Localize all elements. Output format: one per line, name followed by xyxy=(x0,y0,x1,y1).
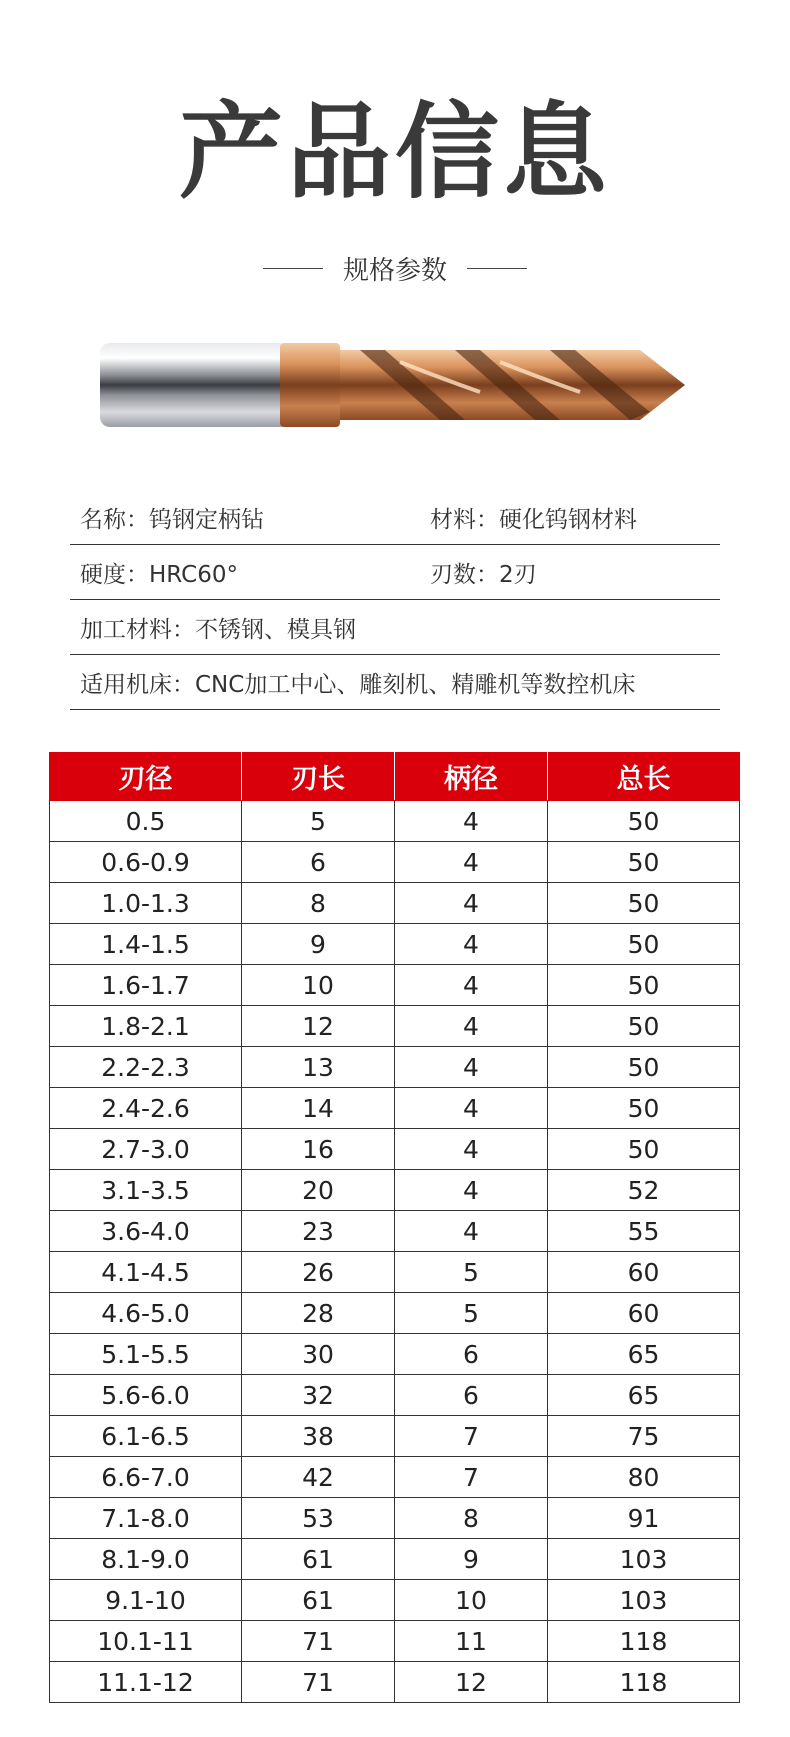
table-row xyxy=(50,1375,740,1416)
cell-shank-diameter: 10 xyxy=(395,1580,548,1621)
cell-blade-length: 30 xyxy=(242,1334,395,1375)
cell-total-length: 55 xyxy=(548,1211,740,1252)
cell-blade-diameter: 3.1-3.5 xyxy=(50,1170,242,1211)
cell-shank-diameter: 4 xyxy=(395,842,548,883)
table-row xyxy=(50,1457,740,1498)
header-blade-diameter: 刃径 xyxy=(50,753,242,801)
cell-blade-diameter: 2.2-2.3 xyxy=(50,1047,242,1088)
cell-blade-diameter: 4.6-5.0 xyxy=(50,1293,242,1334)
table-row xyxy=(50,1293,740,1334)
cell-shank-diameter: 12 xyxy=(395,1662,548,1703)
table-row xyxy=(50,1416,740,1457)
cell-blade-length: 71 xyxy=(242,1662,395,1703)
cell-blade-length: 12 xyxy=(242,1006,395,1047)
table-row xyxy=(50,1047,740,1088)
header-blade-length: 刃长 xyxy=(242,753,395,801)
cell-blade-diameter: 0.6-0.9 xyxy=(50,842,242,883)
cell-total-length: 75 xyxy=(548,1416,740,1457)
table-row xyxy=(50,1006,740,1047)
cell-blade-length: 61 xyxy=(242,1539,395,1580)
cell-shank-diameter: 7 xyxy=(395,1416,548,1457)
cell-shank-diameter: 5 xyxy=(395,1293,548,1334)
cell-blade-length: 53 xyxy=(242,1498,395,1539)
cell-shank-diameter: 4 xyxy=(395,1047,548,1088)
cell-blade-diameter: 9.1-10 xyxy=(50,1580,242,1621)
cell-total-length: 118 xyxy=(548,1662,740,1703)
cell-blade-diameter: 10.1-11 xyxy=(50,1621,242,1662)
cell-shank-diameter: 11 xyxy=(395,1621,548,1662)
cell-total-length: 65 xyxy=(548,1334,740,1375)
cell-blade-diameter: 4.1-4.5 xyxy=(50,1252,242,1293)
cell-shank-diameter: 8 xyxy=(395,1498,548,1539)
cell-blade-diameter: 3.6-4.0 xyxy=(50,1211,242,1252)
cell-total-length: 103 xyxy=(548,1580,740,1621)
cell-shank-diameter: 6 xyxy=(395,1334,548,1375)
cell-blade-length: 26 xyxy=(242,1252,395,1293)
cell-total-length: 50 xyxy=(548,924,740,965)
table-row xyxy=(50,1662,740,1703)
cell-shank-diameter: 7 xyxy=(395,1457,548,1498)
cell-total-length: 118 xyxy=(548,1621,740,1662)
table-row xyxy=(50,1498,740,1539)
cell-total-length: 52 xyxy=(548,1170,740,1211)
cell-blade-diameter: 6.1-6.5 xyxy=(50,1416,242,1457)
cell-shank-diameter: 4 xyxy=(395,965,548,1006)
table-row xyxy=(50,801,740,842)
info-row xyxy=(70,545,720,600)
cell-total-length: 80 xyxy=(548,1457,740,1498)
drill-shank xyxy=(100,343,290,427)
cell-blade-length: 71 xyxy=(242,1621,395,1662)
cell-blade-length: 5 xyxy=(242,801,395,842)
divider-right xyxy=(467,268,527,269)
cell-total-length: 50 xyxy=(548,965,740,1006)
cell-blade-length: 10 xyxy=(242,965,395,1006)
cell-blade-length: 9 xyxy=(242,924,395,965)
table-body xyxy=(50,801,740,1703)
cell-blade-diameter: 11.1-12 xyxy=(50,1662,242,1703)
drill-bit-image xyxy=(100,330,690,440)
table-row xyxy=(50,1252,740,1293)
cell-blade-length: 32 xyxy=(242,1375,395,1416)
cell-blade-diameter: 0.5 xyxy=(50,801,242,842)
info-row xyxy=(70,600,720,655)
cell-blade-diameter: 1.6-1.7 xyxy=(50,965,242,1006)
cell-total-length: 65 xyxy=(548,1375,740,1416)
cell-total-length: 50 xyxy=(548,801,740,842)
header-total-length: 总长 xyxy=(548,753,740,801)
cell-blade-length: 16 xyxy=(242,1129,395,1170)
product-hardness: 硬度：HRC60° xyxy=(80,561,238,588)
cell-blade-length: 13 xyxy=(242,1047,395,1088)
header-shank-diameter: 柄径 xyxy=(395,753,548,801)
cell-shank-diameter: 4 xyxy=(395,883,548,924)
cell-blade-diameter: 5.1-5.5 xyxy=(50,1334,242,1375)
table-row xyxy=(50,924,740,965)
subtitle-text: 规格参数 xyxy=(342,255,447,286)
cell-total-length: 50 xyxy=(548,1006,740,1047)
product-name: 名称：钨钢定柄钻 xyxy=(80,506,264,533)
product-material: 材料：硬化钨钢材料 xyxy=(430,506,637,533)
divider-left xyxy=(263,268,323,269)
cell-shank-diameter: 4 xyxy=(395,1211,548,1252)
cell-shank-diameter: 4 xyxy=(395,1129,548,1170)
cell-total-length: 50 xyxy=(548,1129,740,1170)
cell-blade-length: 20 xyxy=(242,1170,395,1211)
cell-blade-length: 6 xyxy=(242,842,395,883)
cell-shank-diameter: 4 xyxy=(395,801,548,842)
cell-shank-diameter: 5 xyxy=(395,1252,548,1293)
cell-blade-diameter: 1.4-1.5 xyxy=(50,924,242,965)
table-row xyxy=(50,1621,740,1662)
cell-blade-length: 61 xyxy=(242,1580,395,1621)
cell-total-length: 60 xyxy=(548,1252,740,1293)
table-row xyxy=(50,842,740,883)
section-subtitle xyxy=(0,248,790,288)
drill-collar xyxy=(280,343,340,427)
cell-total-length: 50 xyxy=(548,1047,740,1088)
cell-blade-diameter: 2.4-2.6 xyxy=(50,1088,242,1129)
cell-blade-diameter: 5.6-6.0 xyxy=(50,1375,242,1416)
cell-blade-length: 14 xyxy=(242,1088,395,1129)
cell-blade-diameter: 2.7-3.0 xyxy=(50,1129,242,1170)
product-info xyxy=(70,490,720,710)
cell-total-length: 50 xyxy=(548,883,740,924)
cell-total-length: 50 xyxy=(548,1088,740,1129)
table-row xyxy=(50,883,740,924)
cell-total-length: 91 xyxy=(548,1498,740,1539)
cell-blade-diameter: 1.8-2.1 xyxy=(50,1006,242,1047)
table-row xyxy=(50,1580,740,1621)
cell-blade-length: 42 xyxy=(242,1457,395,1498)
cell-blade-length: 23 xyxy=(242,1211,395,1252)
table-row xyxy=(50,1211,740,1252)
cell-blade-diameter: 8.1-9.0 xyxy=(50,1539,242,1580)
cell-shank-diameter: 4 xyxy=(395,1006,548,1047)
cell-blade-diameter: 7.1-8.0 xyxy=(50,1498,242,1539)
cell-blade-diameter: 1.0-1.3 xyxy=(50,883,242,924)
cell-total-length: 60 xyxy=(548,1293,740,1334)
cell-shank-diameter: 4 xyxy=(395,924,548,965)
applicable-machines: 适用机床：CNC加工中心、雕刻机、精雕机等数控机床 xyxy=(80,671,636,698)
table-row xyxy=(50,1088,740,1129)
table-row xyxy=(50,1170,740,1211)
cell-shank-diameter: 4 xyxy=(395,1170,548,1211)
cell-shank-diameter: 4 xyxy=(395,1088,548,1129)
cell-blade-length: 28 xyxy=(242,1293,395,1334)
cell-blade-length: 38 xyxy=(242,1416,395,1457)
table-row xyxy=(50,1129,740,1170)
info-row xyxy=(70,490,720,545)
cell-total-length: 103 xyxy=(548,1539,740,1580)
table-row xyxy=(50,1539,740,1580)
page-title: 产品信息 xyxy=(178,91,611,213)
cell-shank-diameter: 6 xyxy=(395,1375,548,1416)
cell-total-length: 50 xyxy=(548,842,740,883)
cell-shank-diameter: 9 xyxy=(395,1539,548,1580)
table-header-row xyxy=(50,753,740,801)
work-material: 加工材料：不锈钢、模具钢 xyxy=(80,616,356,643)
info-row xyxy=(70,655,720,710)
cell-blade-length: 8 xyxy=(242,883,395,924)
table-row xyxy=(50,1334,740,1375)
cell-blade-diameter: 6.6-7.0 xyxy=(50,1457,242,1498)
product-flutes: 刃数：2刃 xyxy=(430,561,537,588)
table-row xyxy=(50,965,740,1006)
spec-table xyxy=(49,752,740,1703)
